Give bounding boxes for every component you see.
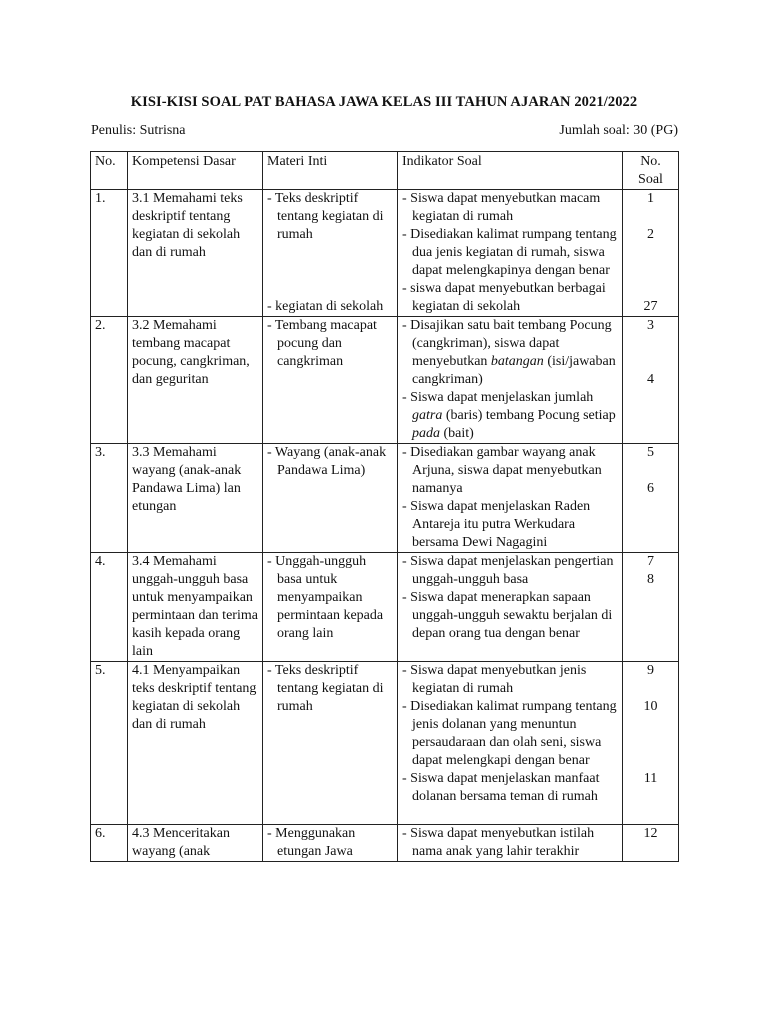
table-header-row	[91, 152, 679, 190]
row-number: 6.	[91, 825, 128, 862]
materi-inti	[263, 662, 398, 825]
document-title: KISI-KISI SOAL PAT BAHASA JAWA KELAS III TAHUN AJARAN 2021/2022	[130, 94, 638, 110]
soal-number: 4	[647, 372, 654, 387]
header-no: No.	[91, 152, 128, 190]
header-indikator-soal: Indikator Soal	[398, 152, 623, 190]
nomor-soal	[623, 825, 679, 862]
nomor-soal	[623, 190, 679, 317]
indikator-item: - Siswa dapat menyebutkan jenis kegiatan di rumah	[402, 663, 587, 696]
soal-number: 12	[643, 826, 658, 841]
kompetensi-dasar: 3.3 Memahami wayang (anak-anak Pandawa Lima) lan etungan	[128, 444, 263, 553]
indikator-soal	[398, 662, 623, 825]
row-number: 5.	[91, 662, 128, 825]
materi-inti	[263, 190, 398, 317]
soal-number: 7	[647, 554, 654, 569]
soal-number: 2	[647, 227, 654, 242]
soal-number: 1	[647, 191, 654, 206]
materi-inti	[263, 825, 398, 862]
nomor-soal	[623, 553, 679, 662]
indikator-item: - Siswa dapat menerapkan sapaan unggah-ungguh sewaktu berjalan di depan orang tua dengan benar	[402, 590, 613, 641]
table-row	[91, 317, 679, 444]
indikator-item: - Siswa dapat menjelaskan manfaat dolanan bersama teman di rumah	[402, 771, 600, 804]
kompetensi-dasar: 4.3 Menceritakan wayang (anak	[128, 825, 263, 862]
grid-table	[90, 151, 679, 862]
materi-item: - Teks deskriptif tentang kegiatan di rumah	[267, 663, 384, 714]
row-number: 1.	[91, 190, 128, 317]
materi-inti	[263, 444, 398, 553]
soal-number: 8	[647, 572, 654, 587]
materi-item: - Wayang (anak-anak Pandawa Lima)	[267, 445, 387, 478]
header-materi-inti: Materi Inti	[263, 152, 398, 190]
materi-item: - kegiatan di sekolah	[267, 299, 384, 314]
materi-item: - Unggah-ungguh basa untuk menyampaikan permintaan kepada orang lain	[267, 554, 384, 641]
soal-number: 5	[647, 445, 654, 460]
indikator-item: - Siswa dapat menyebutkan macam kegiatan di rumah	[402, 191, 601, 224]
materi-item: - Teks deskriptif tentang kegiatan di rumah	[267, 191, 384, 242]
soal-number: 27	[643, 299, 658, 314]
kompetensi-dasar: 3.2 Memahami tembang macapat pocung, cangkriman, dan geguritan	[128, 317, 263, 444]
soal-number: 6	[647, 481, 654, 496]
nomor-soal	[623, 444, 679, 553]
table-row	[91, 825, 679, 862]
table-row	[91, 190, 679, 317]
table-row	[91, 444, 679, 553]
table-row	[91, 662, 679, 825]
author-line: Penulis: Sutrisna	[91, 123, 186, 138]
indikator-soal	[398, 444, 623, 553]
indikator-item: - Disediakan kalimat rumpang tentang dua jenis kegiatan di rumah, siswa dapat melengkapinya dengan benar	[402, 227, 617, 278]
kompetensi-dasar: 3.1 Memahami teks deskriptif tentang kegiatan di sekolah dan di rumah	[128, 190, 263, 317]
indikator-item: - Siswa dapat menjelaskan pengertian unggah-ungguh basa	[402, 554, 614, 587]
header-kompetensi-dasar: Kompetensi Dasar	[128, 152, 263, 190]
row-number: 4.	[91, 553, 128, 662]
indikator-item: - Siswa dapat menjelaskan Raden Antareja itu putra Werkudara bersama Dewi Nagagini	[402, 499, 591, 550]
soal-number: 3	[647, 318, 654, 333]
indikator-soal	[398, 190, 623, 317]
header-no-soal	[623, 152, 679, 190]
nomor-soal	[623, 317, 679, 444]
soal-number: 9	[647, 663, 654, 678]
row-number: 2.	[91, 317, 128, 444]
header-no-soal-line1: No.	[640, 154, 661, 169]
indikator-soal	[398, 317, 623, 444]
materi-inti	[263, 553, 398, 662]
indikator-soal	[398, 553, 623, 662]
materi-item: - Menggunakan etungan Jawa	[267, 826, 356, 859]
row-number: 3.	[91, 444, 128, 553]
kompetensi-dasar: 3.4 Memahami unggah-ungguh basa untuk menyampaikan permintaan dan terima kasih kepada orang lain	[128, 553, 263, 662]
header-no-soal-line2: Soal	[638, 172, 663, 187]
kompetensi-dasar: 4.1 Menyampaikan teks deskriptif tentang kegiatan di sekolah dan di rumah	[128, 662, 263, 825]
materi-item: - Tembang macapat pocung dan cangkriman	[267, 318, 377, 369]
indikator-item: - Disediakan kalimat rumpang tentang jenis dolanan yang menuntun persaudaraan dan olah seni, siswa dapat melengkapi dengan benar	[402, 699, 617, 768]
question-count: Jumlah soal: 30 (PG)	[559, 123, 678, 138]
indikator-item: - Siswa dapat menjelaskan jumlah gatra (baris) tembang Pocung setiap pada (bait)	[402, 390, 616, 441]
indikator-item: - Disediakan gambar wayang anak Arjuna, siswa dapat menyebutkan namanya	[402, 445, 602, 496]
table-row	[91, 553, 679, 662]
indikator-item: - siswa dapat menyebutkan berbagai kegiatan di sekolah	[402, 281, 606, 314]
nomor-soal	[623, 662, 679, 825]
indikator-item: - Siswa dapat menyebutkan istilah nama anak yang lahir terakhir	[402, 826, 595, 859]
indikator-item: - Disajikan satu bait tembang Pocung (cangkriman), siswa dapat menyebutkan batangan (isi/jawaban cangkriman)	[402, 318, 616, 387]
indikator-soal	[398, 825, 623, 862]
soal-number: 10	[643, 699, 658, 714]
soal-number: 11	[643, 771, 658, 786]
materi-inti	[263, 317, 398, 444]
